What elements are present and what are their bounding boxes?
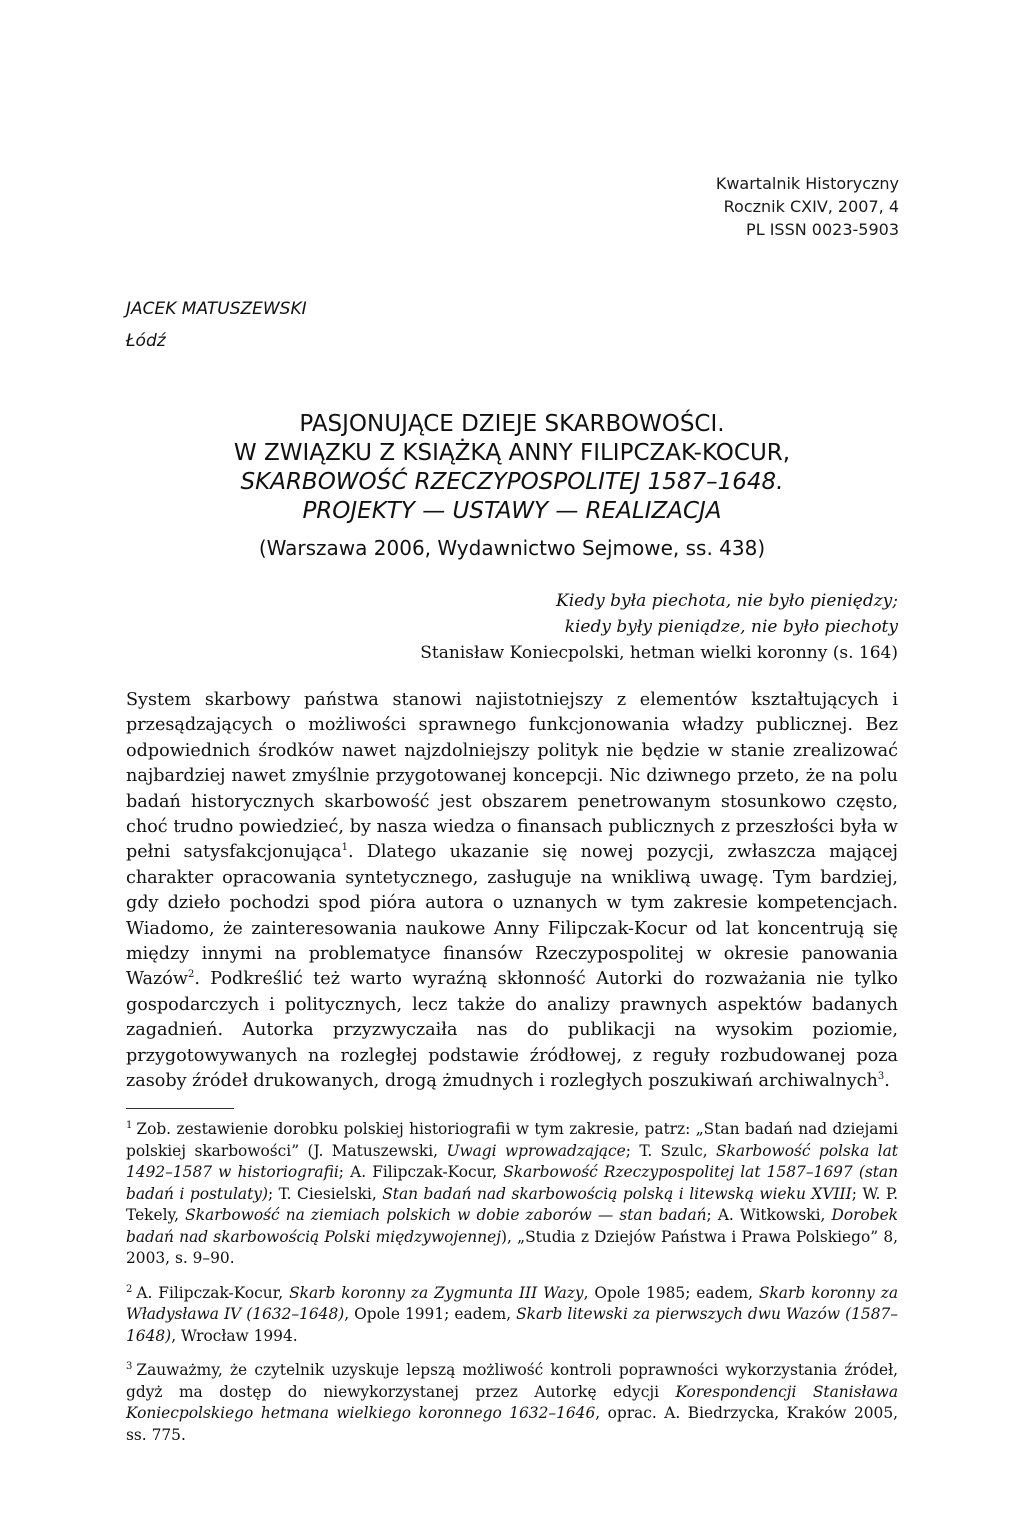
footnote-2-text: , Wrocław 1994.	[171, 1326, 298, 1345]
footnote-1	[126, 1115, 898, 1270]
footnote-1-number: 1	[126, 1120, 133, 1131]
footnote-1-text: ; T. Ciesielski,	[267, 1184, 383, 1203]
footnote-3-number: 3	[126, 1361, 133, 1373]
footnote-2-work-title: Skarb koronny za Zygmunta III Wazy	[289, 1283, 584, 1302]
footnote-1-text: ; T. Szulc,	[625, 1141, 716, 1160]
title-line-1: PASJONUJĄCE DZIEJE SKARBOWOŚCI.	[299, 411, 725, 437]
footnote-3-text: Zauważmy, że czytelnik uzyskuje lepszą możliwość kontroli poprawności wykorzystania źródeł, gdyż ma dostęp do niewykorzystanej przez Autorkę edycji	[126, 1361, 898, 1401]
journal-issn: PL ISSN 0023-5903	[746, 220, 899, 239]
footnote-1-work-title: Skarbowość Rzeczypospolitej lat 1587–1697 (stan badań i postulaty)	[126, 1163, 898, 1203]
footnote-2	[126, 1279, 898, 1348]
title-line-3: SKARBOWOŚĆ RZECZYPOSPOLITEJ 1587–1648.	[240, 469, 784, 495]
footnote-2-number: 2	[126, 1283, 133, 1295]
footnote-1-work-title: Skarbowość polska lat 1492–1587 w historiografii	[126, 1141, 898, 1182]
footnotes	[126, 1108, 898, 1455]
footnote-ref-2[interactable]: 2	[187, 969, 195, 981]
epigraph-line-1: Kiedy była piechota, nie było pieniędzy;	[556, 591, 898, 611]
author-name: JACEK MATUSZEWSKI	[126, 299, 307, 319]
footnote-1-work-title: Dorobek badań nad skarbowością Polski międzywojennej	[126, 1206, 898, 1246]
publication-info: (Warszawa 2006, Wydawnictwo Sejmowe, ss. 438)	[258, 536, 766, 560]
body-text-1: System skarbowy państwa stanowi najistotniejszy z elementów kształtujących i przesądzających o możliwości sprawnego funkcjonowania władzy publicznej. Bez odpowiednich środków nawet najzdolniejszy polityk nie będzie w stanie zrealizować najbardziej nawet zmyślnie przygotowanej koncepcji. Nic dziwnego przeto, że na polu badań historycznych skarbowość jest obszarem penetrowanym stosunkowo często, choć trudno powiedzieć, by nasza wiedza o finansach publicznych z przeszłości była w pełni satysfakcjonująca	[126, 690, 898, 863]
body-text-2: . Dlatego ukazanie się nowej pozycji, zwłaszcza mającej charakter opracowania syntetycznego, zasługuje na wnikliwą uwagę. Tym bardziej, gdy dzieło pochodzi spod pióra autora o uznanych w tym zakresie kompetencjach. Wiadomo, że zainteresowania naukowe Anny Filipczak-Kocur od lat koncentrują się między innymi na problematyce finansów Rzeczypospolitej w okresie panowania Wazów	[126, 842, 898, 990]
footnote-1-work-title: Stan badań nad skarbowością polską i litewską wieku XVIII	[382, 1184, 852, 1203]
footnote-2-work-title: Skarb koronny za Władysława IV (1632–1648)	[126, 1283, 898, 1324]
epigraph-line-2: kiedy były pieniądze, nie było piechoty	[564, 617, 898, 637]
footnote-3	[126, 1356, 898, 1446]
footnote-2-text: , Opole 1985; eadem,	[583, 1283, 759, 1302]
footnote-1-text: ; A. Filipczak-Kocur,	[338, 1163, 504, 1182]
footnote-1-work-title: Uwagi wprowadzające	[446, 1141, 626, 1160]
epigraph	[420, 588, 898, 666]
body-paragraph	[126, 688, 898, 1095]
author-city: Łódź	[126, 331, 166, 351]
title-line-4: PROJEKTY — USTAWY — REALIZACJA	[302, 498, 722, 524]
footnote-divider	[126, 1108, 234, 1109]
epigraph-attribution: Stanisław Koniecpolski, hetman wielki koronny (s. 164)	[420, 643, 898, 663]
footnote-3-text: , oprac. A. Biedrzycka, Kraków 2005, ss. 775.	[126, 1404, 899, 1444]
journal-volume: Rocznik CXIV, 2007, 4	[723, 197, 899, 216]
footnote-ref-3[interactable]: 3	[877, 1071, 885, 1083]
journal-header	[716, 172, 899, 241]
footnote-1-work-title: Skarbowość na ziemiach polskich w dobie zaborów — stan badań	[185, 1206, 707, 1225]
journal-name: Kwartalnik Historyczny	[715, 174, 899, 193]
body-text-3: . Podkreślić też warto wyraźną skłonność Autorki do rozważania nie tylko gospodarczych i politycznych, lecz także do analizy prawnych aspektów badanych zagadnień. Autorka przyzwyczaiła nas do publikacji na wysokim poziomie, przygotowywanych na rozległej podstawie źródłowej, z reguły rozbudowanej poza zasoby źródeł drukowanych, drogą żmudnych i rozległych poszukiwań archiwalnych	[126, 969, 898, 1092]
body-text-4: .	[884, 1071, 890, 1092]
footnote-2-text: , Opole 1991; eadem,	[344, 1305, 517, 1324]
footnote-1-text: ; A. Witkowski,	[706, 1206, 832, 1225]
footnote-ref-1[interactable]: 1	[341, 842, 348, 854]
footnote-1-text: ; W. P. Tekely,	[126, 1184, 899, 1225]
footnote-2-text: A. Filipczak-Kocur,	[136, 1283, 290, 1302]
author-block	[126, 293, 307, 357]
footnote-1-text: Zob. zestawienie dorobku polskiej historiografii w tym zakresie, patrz: „Stan badań nad dziejami polskiej skarbowości” (J. Matuszewski,	[126, 1120, 898, 1160]
title-line-2: W ZWIĄZKU Z KSIĄŻKĄ ANNY FILIPCZAK-KOCUR,	[233, 440, 791, 466]
footnote-3-work-title: Korespondencji Stanisława Koniecpolskiego hetmana wielkiego koronnego 1632–1646	[126, 1382, 898, 1423]
footnote-2-work-title: Skarb litewski za pierwszych dwu Wazów (1587–1648)	[126, 1305, 898, 1345]
footnote-1-text: ), „Studia z Dziejów Państwa i Prawa Polskiego” 8, 2003, s. 9–90.	[126, 1227, 899, 1268]
article-title	[126, 410, 898, 563]
